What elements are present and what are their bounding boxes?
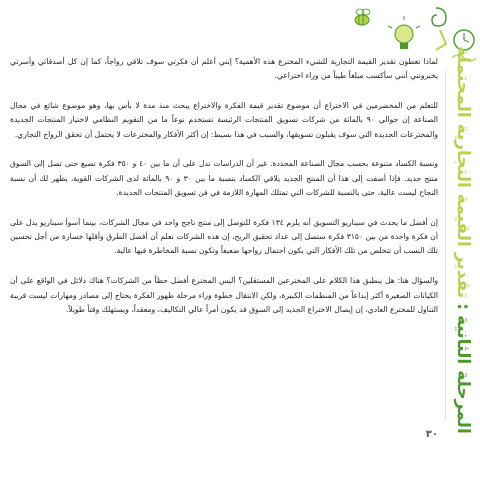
- paragraph-3: ونسبة الكساد متنوعة بحسب مجال الصناعة المحددة. غير أن الدراسات تدل على أن ما بين ٤٠ و ٣٥٠ فكرة تضيع حتى تصل إلى السوق منتج جديد. فإذا أضفت إلى هذا أن المنتج الجديد يلاقي الكساد بنسبة ما بين ٣٠ و ٩٠ بالمائة لدى الشركات القوية، يظهر لك أن نسبة النجاح ليست عالية، حتى بالنسبة للشركات التي تمتلك المهارة اللازمة في فن تسويق المنتجات الجديدة.: [10, 159, 439, 198]
- paragraph-2: للتعلم من المخضرمين في الاختراع أن موضوع تقدير قيمة الفكرة والاختراع يبحث منذ مدة لا بأس بها، وهو موضوع شائع في مجال الصناعة إن حوالي ٩٠ بالمائة من شركات تسويق المنتجات الرئيسة تستخدم نوعاً ما من التقويم النظامي لاختيار المنتجات الجديدة والمخترعات الجديدة التي سوف يقبلون تسويقها، والسبب في هذا بسيط: إن أكثر الأفكار والمخترعات لا يحتمل أن تحقق الرواج التجاري.: [10, 101, 438, 139]
- paragraph-5: والسؤال هنا: هل ينطبق هذا الكلام على المخترعين المستقلين؟ أليس المخترع أفضل حظاً من الشركات؟ هناك دلائل في الواقع على أن الكيانات الصغيرة أكثر إبداعاً من المنظمات الكبيرة، ولكن الانتقال خطوة وراء مرحلة ظهور الفكرة يحتاج إلى مصادر ومهارات ليست قريبة التناول للمخترع العادي، إن إيصال الاختراع الجديد إلى السوق قد يكون أمراً عالي التكاليف، ومعقداً، ويستهلك وقتاً طويلاً.: [10, 276, 438, 314]
- paperclip-icon: [432, 8, 446, 50]
- chapter-title-column: [448, 46, 478, 434]
- side-divider: [445, 70, 446, 420]
- paragraph-1: لماذا تعطون تقدير القيمة التجارية للشيء المخترع هذه الأهمية؟ إنني أعلم أن فكرتي سوف تلاقي رواجاً، كما إن كل أصدقائي وأسرتي يخبرونني أنني سأكسب مبلغاً طيباً من وراء اختراعي.: [10, 57, 438, 81]
- paragraph-4: إن أفضل ما يحدث في سيناريو التسويق أنه يلزم ١٣٤ فكرة للتوصل إلى منتج ناجح واحد في مجال الشركات، بينما أسوأ سيناريو يدل على أن فكرة واحدة من بين ٣١٥٠ فكرة ستصل إلى عداد تحقيق الربح، إن هذه الشركات تعلم أن أفضل الطرق وأقلها خسارة من أجل تحسين تلك النسب أن تتخلص من تلك الأفكار التي يكون احتمال رواجها ضعيفاً وتكون نسبة المخاطرة فيها عالية.: [10, 217, 438, 256]
- lightbulb-icon: [388, 16, 420, 49]
- chapter-stage: المرحلة الثانية: [453, 315, 473, 434]
- chapter-title: [453, 46, 473, 434]
- chapter-title-separator: :: [453, 303, 473, 310]
- bee-icon: [355, 9, 370, 25]
- chapter-topic: تقدير القيمة التجارية المحتملة: [453, 46, 473, 299]
- body-text: [10, 55, 438, 333]
- page-number: ٣٠: [425, 429, 438, 440]
